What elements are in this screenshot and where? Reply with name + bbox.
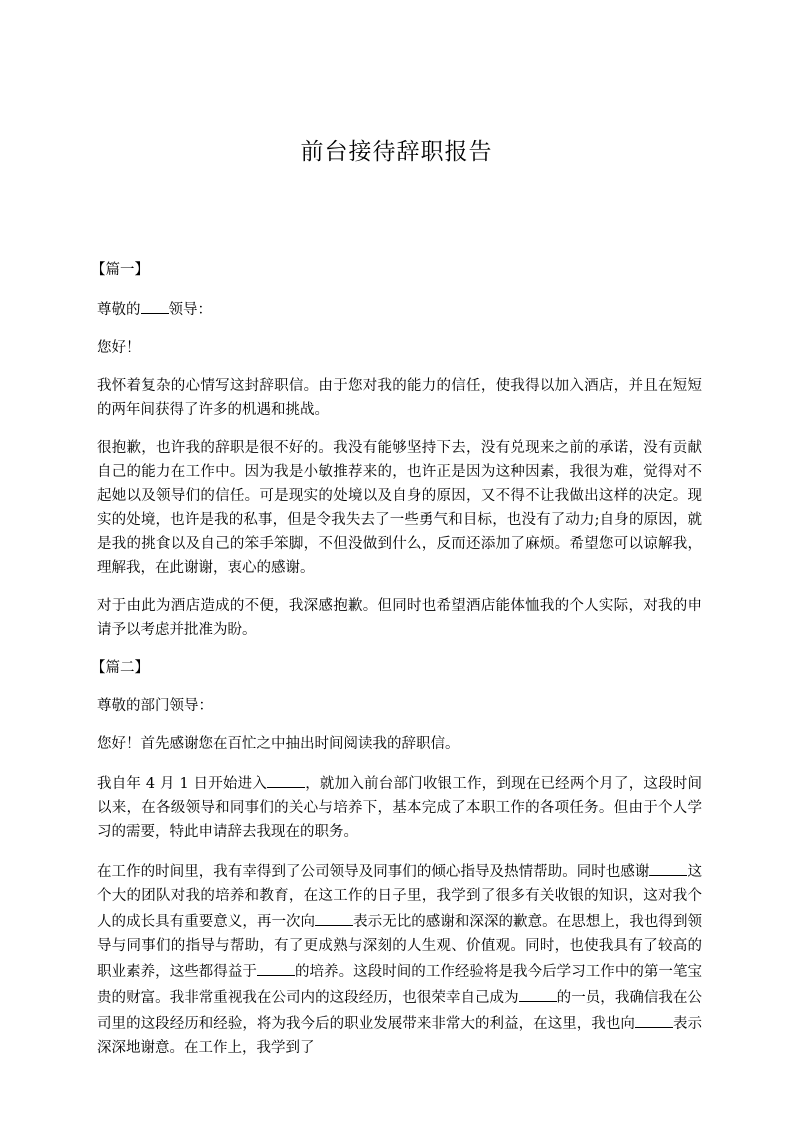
- fill-in-blank: [257, 958, 295, 976]
- section-heading-2: 【篇二】: [91, 660, 149, 676]
- salutation-1: [97, 296, 702, 322]
- paragraph-text: 的一员，我确信我在公司里的这段经历和经验，将为我今后的职业发展带来非常大的利益，在这里，我也向: [97, 990, 703, 1032]
- salutation-prefix: 尊敬的: [97, 302, 141, 318]
- fill-in-blank: [141, 296, 169, 314]
- paragraph: 我怀着复杂的心情写这封辞职信。由于您对我的能力的信任，使我得以加入酒店，并且在短短的两年间获得了许多的机遇和挑战。: [97, 378, 702, 418]
- paragraph-text: 表示深深地谢意。在工作上，我学到了: [97, 1016, 702, 1056]
- fill-in-blank: [267, 770, 305, 788]
- paragraph: 很抱歉，也许我的辞职是很不好的。我没有能够坚持下去，没有兑现来之前的承诺，没有贡献自己的能力在工作中。因为我是小敏推荐来的，也许正是因为这种因素，我很为难，觉得对不起她以及领导们的信任。可是现实的处境以及自身的原因，又不得不让我做出这样的决定。现实的处境，也许是我的私事，但是令我失去了一些勇气和目标，也没有了动力;自身的原因，就是我的挑食以及自己的笨手笨脚，不但没做到什么，反而还添加了麻烦。希望您可以谅解我，理解我，在此谢谢，衷心的感谢。: [97, 440, 702, 576]
- salutation-2: 尊敬的部门领导：: [97, 698, 213, 714]
- paragraph-text: ，就加入前台部门收银工作，到现在已经两个月了，这段时间以来，在各级领导和同事们的关心与培养下，基本完成了本职工作的各项任务。但由于个人学习的需要，特此申请辞去我现在的职务。: [97, 776, 703, 840]
- paragraph: [97, 858, 702, 1060]
- document-body: [91, 258, 703, 1074]
- paragraph-text: 表示无比的感谢和深深的歉意。在思想上，我也得到领导与同事们的指导与帮助，有了更成熟与深刻的人生观、价值观。同时，也使我具有了较高的职业素养，这些都得益于: [97, 914, 702, 980]
- section-heading-1: 【篇一】: [91, 262, 149, 278]
- fill-in-blank: [315, 908, 353, 926]
- paragraph: [97, 770, 702, 844]
- paragraph-text: 这个大的团队对我的培养和教育，在这工作的日子里，我学到了很多有关收银的知识，这对我个人的成长具有重要意义，再一次向: [97, 864, 703, 930]
- document-title: 前台接待辞职报告: [300, 139, 493, 165]
- greeting-1: 您好！: [97, 340, 141, 356]
- fill-in-blank: [649, 858, 687, 876]
- paragraph-text: 的培养。这段时间的工作经验将是我今后学习工作中的第一笔宝贵的财富。我非常重视我在公司内的这段经历，也很荣幸自己成为: [97, 964, 703, 1006]
- paragraph: 对于由此为酒店造成的不便，我深感抱歉。但同时也希望酒店能体恤我的个人实际，对我的申请予以考虑并批准为盼。: [97, 598, 702, 638]
- fill-in-blank: [519, 984, 557, 1002]
- paragraph-text: 我自年 4 月 1 日开始进入: [97, 776, 268, 792]
- greeting-2: 您好！首先感谢您在百忙之中抽出时间阅读我的辞职信。: [97, 736, 460, 752]
- fill-in-blank: [635, 1010, 673, 1028]
- paragraph-text: 在工作的时间里，我有幸得到了公司领导及同事们的倾心指导及热情帮助。同时也感谢: [97, 864, 650, 880]
- salutation-suffix: 领导：: [168, 302, 212, 318]
